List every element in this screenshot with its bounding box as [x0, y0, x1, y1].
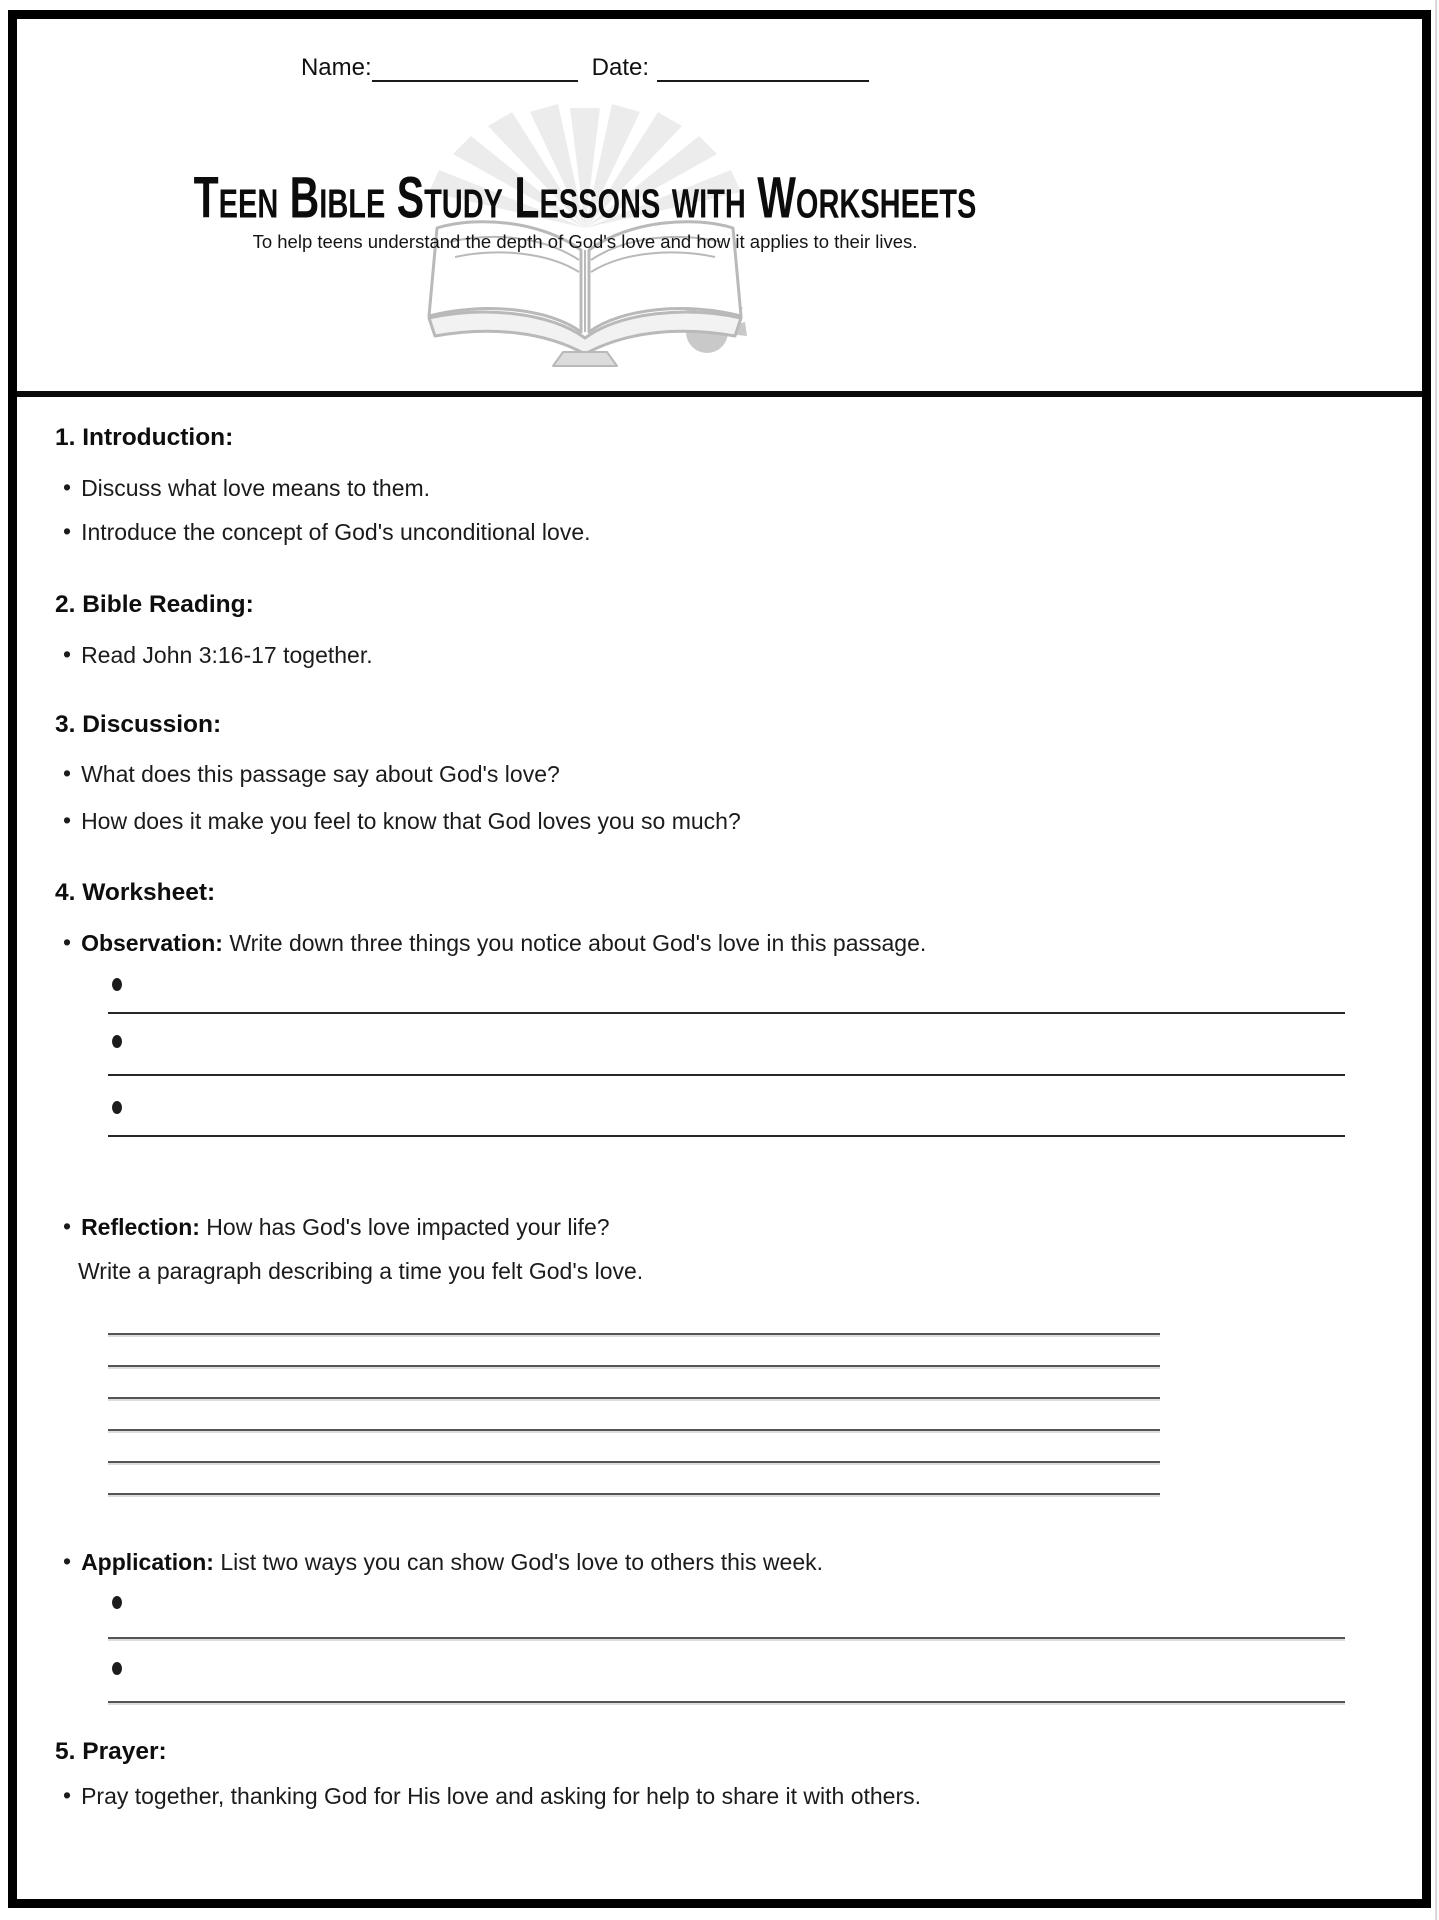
- list-item: • Discuss what love means to them.: [63, 474, 431, 501]
- bullet-icon: [112, 978, 122, 991]
- bullet-icon: •: [63, 760, 72, 786]
- bullet-icon: •: [63, 518, 72, 544]
- bullet-icon: •: [63, 1782, 72, 1808]
- list-item: • How does it make you feel to know that God loves you so much?: [63, 807, 741, 834]
- page-edge-shadow: [1435, 0, 1437, 1920]
- section-heading-prayer: 5. Prayer:: [55, 1738, 167, 1765]
- write-line: [108, 1701, 1345, 1703]
- name-date-row: [0, 54, 1170, 82]
- write-line: [108, 1637, 1345, 1639]
- bullet-icon: •: [63, 807, 72, 833]
- worksheet-application-prompt: • Application: List two ways you can show God's love to others this week.: [63, 1548, 824, 1575]
- section-heading-discussion: 3. Discussion:: [55, 711, 222, 738]
- name-field-line: [372, 54, 578, 82]
- list-item: • Introduce the concept of God's unconditional love.: [63, 518, 591, 545]
- write-line: [108, 1461, 1160, 1463]
- write-line: [108, 1135, 1345, 1137]
- bullet-icon: •: [63, 929, 72, 955]
- list-item: • Read John 3:16-17 together.: [63, 641, 373, 668]
- section-heading-worksheet: 4. Worksheet:: [55, 879, 216, 906]
- section-heading-introduction: 1. Introduction:: [55, 424, 234, 451]
- date-label: Date:: [591, 54, 650, 81]
- bullet-icon: •: [63, 474, 72, 500]
- write-line: [108, 1429, 1160, 1431]
- worksheet-observation-prompt: • Observation: Write down three things you notice about God's love in this passage.: [63, 929, 927, 956]
- write-line: [108, 1012, 1345, 1014]
- page-title: Teen Bible Study Lessons with Worksheets: [193, 165, 977, 231]
- worksheet-reflection-prompt: • Reflection: How has God's love impacted your life?: [63, 1213, 610, 1240]
- worksheet-reflection-prompt-line2: Write a paragraph describing a time you felt God's love.: [78, 1258, 644, 1284]
- bullet-icon: •: [63, 641, 72, 667]
- bullet-icon: •: [63, 1548, 72, 1574]
- write-line: [108, 1397, 1160, 1399]
- bullet-icon: [112, 1662, 122, 1675]
- write-line: [108, 1365, 1160, 1367]
- write-line: [108, 1493, 1160, 1495]
- list-item: • What does this passage say about God's love?: [63, 760, 560, 787]
- name-label: Name:: [300, 54, 372, 81]
- bullet-icon: [112, 1101, 122, 1114]
- bullet-icon: [112, 1035, 122, 1048]
- bullet-icon: [112, 1596, 122, 1609]
- list-item: • Pray together, thanking God for His love and asking for help to share it with others.: [63, 1782, 922, 1809]
- bullet-icon: •: [63, 1213, 72, 1239]
- section-heading-bible-reading: 2. Bible Reading:: [55, 591, 254, 618]
- header-divider: [17, 391, 1422, 397]
- write-line: [108, 1333, 1160, 1335]
- date-field-line: [657, 54, 869, 82]
- page-subtitle: To help teens understand the depth of God's love and how it applies to their lives.: [252, 231, 918, 252]
- write-line: [108, 1074, 1345, 1076]
